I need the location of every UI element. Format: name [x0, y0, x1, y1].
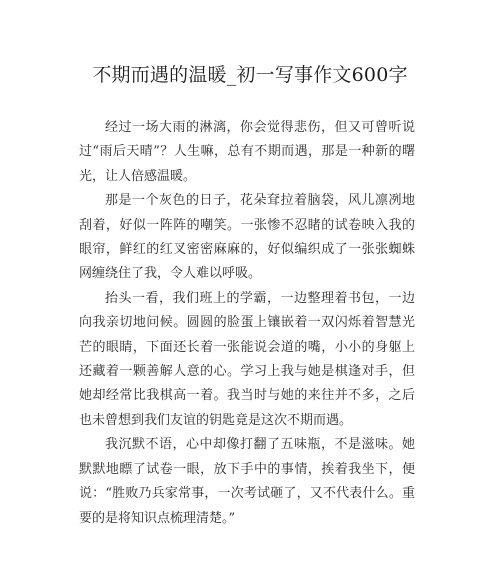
- paragraph-2: 那是一个灰色的日子，花朵耷拉着脑袋，风儿凛冽地刮着，好似一阵阵的嘲笑。一张惨不忍睹的试卷映入我的眼帘，鲜红的红叉密密麻麻的，好似编织成了一张张蜘蛛网缠绕住了我，令人难以呼吸。: [79, 193, 415, 282]
- article-body: [79, 116, 415, 531]
- paragraph-3: 抬头一看，我们班上的学霸，一边整理着书包，一边向我亲切地问候。圆圆的脸蛋上镶嵌着一双闪烁着智慧光芒的眼睛，下面还长着一张能说会道的嘴，小小的身躯上还藏着一颗善解人意的心。学习上我与她是棋逢对手，但她却经常比我棋高一着。我当时与她的来往并不多，之后也未曾想到我们友谊的钥匙竟是这次不期而遇。: [79, 290, 415, 428]
- paragraph-1: 经过一场大雨的淋漓，你会觉得悲伤，但又可曾听说过“雨后天晴”？人生嘛，总有不期而遇，那是一种新的曙光，让人倍感温暖。: [79, 120, 415, 184]
- paragraph-4: 我沉默不语，心中却像打翻了五味瓶，不是滋味。她默默地瞟了试卷一眼，放下手中的事情，挨着我坐下，便说：“胜败乃兵家常事，一次考试砸了，又不代表什么。重要的是将知识点梳理清楚。”: [79, 437, 415, 526]
- article-title: 不期而遇的温暖_初一写事作文600字: [92, 64, 408, 86]
